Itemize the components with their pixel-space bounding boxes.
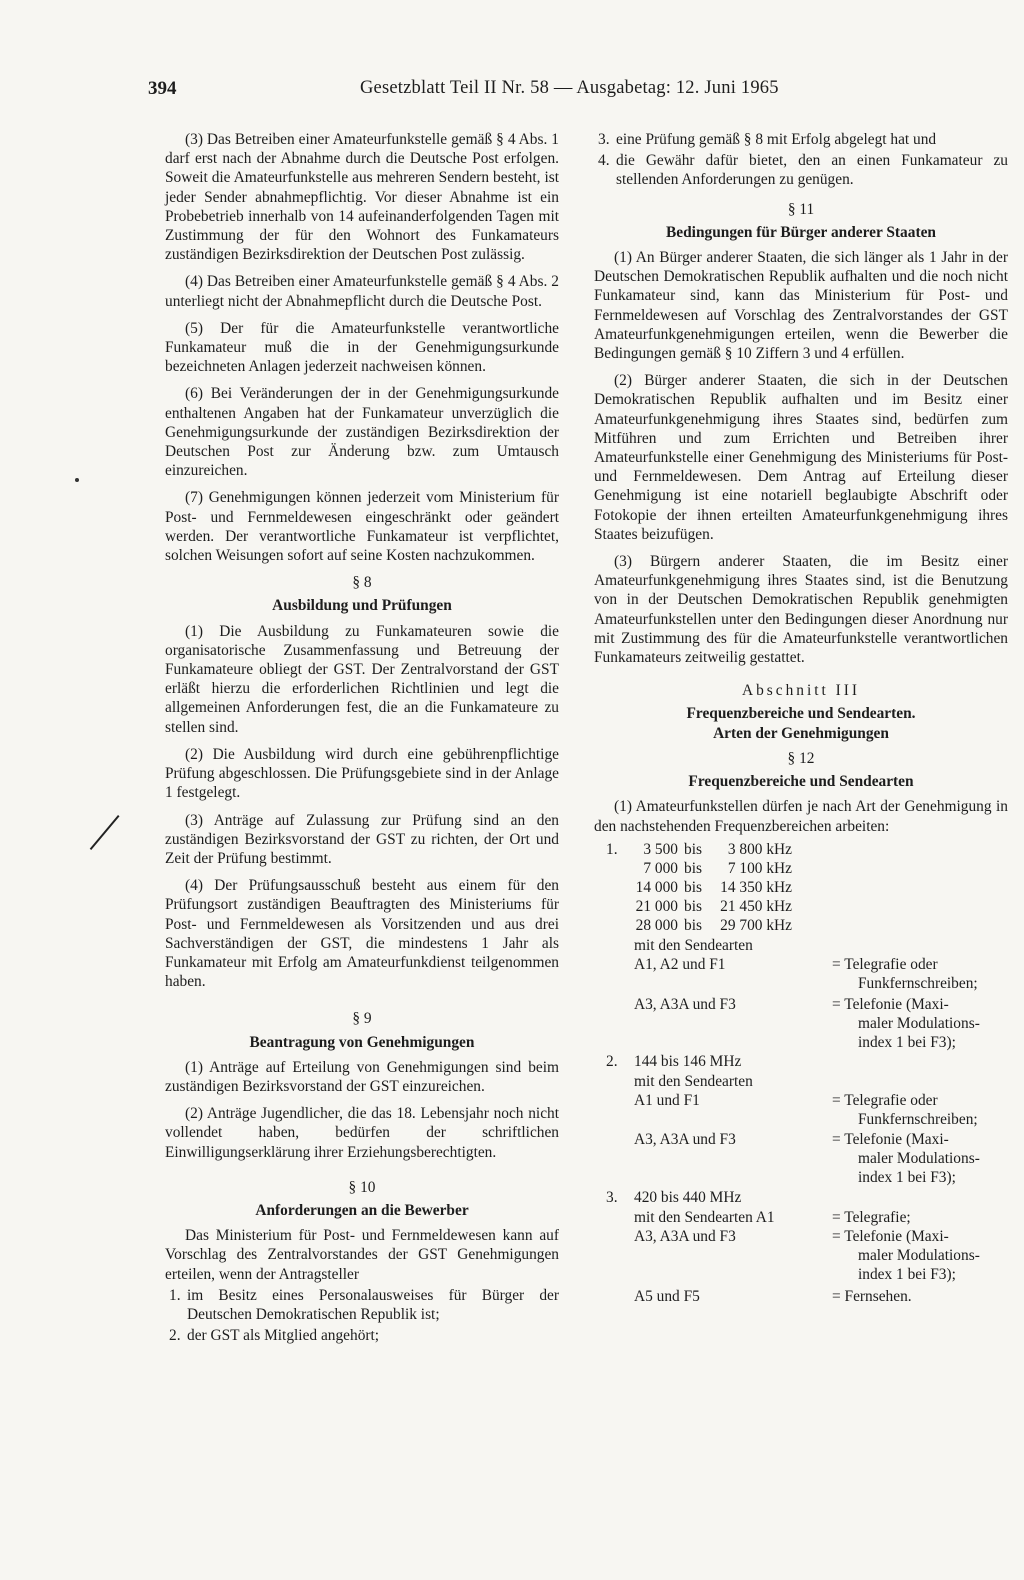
band-bis: bis [684,859,702,877]
paragraph: (4) Das Betreiben einer Amateurfunkstelle gemäß § 4 Abs. 2 unterliegt nicht der Abnahmepflicht durch die Deutsche Post. [165,273,559,310]
list-item [594,151,1008,189]
list-text: eine Prüfung gemäß § 8 mit Erfolg abgelegt hat und [616,131,937,148]
section-number: § 9 [352,1010,372,1028]
mode-group: A3, A3A und F3 [634,1227,736,1245]
mode-desc: = Telegrafie; [832,1208,911,1226]
band: 420 bis 440 MHz [634,1188,742,1206]
page-number: 394 [148,78,177,99]
mode-desc: maler Modulations- [858,1014,980,1032]
left-column [165,130,559,1347]
band-from: 28 000 [635,916,678,934]
paragraph: (4) Der Prüfungsausschuß besteht aus einem für den Prüfungsort zuständigen Beauftragten des Ministeriums für Post- und Fernmeldewesen als Vorsitzenden und aus drei Sachverständigen der GST, die mindestens 1 Jahr als Funkamateur mit Erfolg am Amateurfunkdienst teilgenommen haben. [165,877,559,991]
page-header [148,76,846,106]
section-title: Anforderungen an die Bewerber [255,1201,469,1219]
paragraph: (5) Der für die Amateurfunkstelle verantwortliche Funkamateur muß die in der Genehmigungsurkunde bezeichneten Anlagen jederzeit nachweisen können. [165,319,559,376]
list-text: im Besitz eines Personalausweises für Bürger der Deutschen Demokratischen Republik ist; [187,1286,559,1323]
mode-group: A3, A3A und F3 [634,1130,736,1148]
band-bis: bis [684,897,702,915]
mode-group: A3, A3A und F3 [634,995,736,1013]
paragraph: (2) Die Ausbildung wird durch eine gebührenpflichtige Prüfung abgeschlossen. Die Prüfungsgebiete sind in der Anlage 1 festgelegt. [165,745,559,802]
paragraph: (3) Anträge auf Zulassung zur Prüfung sind an den zuständigen Bezirksvorstand der GST zu richten, der Ort und Zeit der Prüfung bestimmt. [165,811,559,867]
paragraph: (3) Das Betreiben einer Amateurfunkstelle gemäß § 4 Abs. 1 darf erst nach der Abnahme durch die Deutsche Post erfolgen. Soweit die Amateurfunkstelle aus mehreren Sendern besteht, ist jeder Sender abnahmepflichtig. Vor dieser Abnahme ist ein Probebetrieb innerhalb von 14 aufeinanderfolgenden Tagen mit Zustimmung der für den Wohnort des Funkamateurs zuständigen Bezirksdirektion der Deutschen Post zulässig. [165,131,559,264]
modes-label: mit den Sendearten [634,936,753,954]
band-bis: bis [684,878,702,896]
mode-desc: Funkfernschreiben; [858,974,978,992]
item-number: 1. [606,840,618,858]
band-from: 7 000 [643,859,678,877]
modes-label: mit den Sendearten A1 [634,1208,775,1226]
mode-desc: index 1 bei F3); [858,1265,956,1283]
band-from: 14 000 [635,878,678,896]
mode-group: A5 und F5 [634,1287,700,1305]
band-to: 7 100 kHz [727,859,792,877]
margin-pencil-mark [90,815,120,850]
section-number: § 12 [787,749,815,767]
section-title: Bedingungen für Bürger anderer Staaten [666,223,936,241]
mode-group: A1, A2 und F1 [634,955,726,973]
section-title: Frequenzbereiche und Sendearten [688,773,914,791]
mode-desc: index 1 bei F3); [858,1168,956,1186]
paragraph: (1) An Bürger anderer Staaten, die sich länger als 1 Jahr in der Deutschen Demokratischen Republik aufhalten und die noch nicht Funkamateur sind, kann das Ministerium für Post- und Fernmeldewesen auf Vorschlag des Zentralvorstandes der GST Amateurfunkgenehmigungen erteilen, wenn die Bewerber die Bedingungen gemäß § 10 Ziffern 3 und 4 erfüllen. [594,249,1008,363]
band-from: 21 000 [635,897,678,915]
right-column [594,130,1008,1580]
paragraph: (1) Anträge auf Erteilung von Genehmigungen sind beim zuständigen Bezirksvorstand der GST einzureichen. [165,1058,559,1095]
paragraph: (2) Bürger anderer Staaten, die sich in der Deutschen Demokratischen Republik aufhalten und im Besitz einer Amateurfunkgenehmigung ihres Staates sind, bedürfen zum Mitführen und zum Errichten und Betreiben ihrer Amateurfunkstelle einer Genehmigung des Ministeriums für Post- und Fernmeldewesen. Dem Antrag auf Erteilung dieser Genehmigung ist eine notariell beglaubigte Abschrift oder Fotokopie der ihnen erteilten Amateurfunkgenehmigung ihres Staates beizufügen. [594,372,1008,543]
margin-dot [75,478,79,482]
list-number: 4. [598,152,610,170]
section-title: Beantragung von Genehmigungen [249,1033,475,1051]
list-item [594,130,1008,149]
list-number: 2. [169,1327,181,1345]
frequency-table [594,840,1008,1580]
mode-desc: Funkfernschreiben; [858,1110,978,1128]
mode-group: A1 und F1 [634,1091,700,1109]
chapter-heading: Abschnitt III [741,682,861,700]
chapter-title-line1: Frequenzbereiche und Sendearten. [686,705,916,723]
list-item [165,1326,559,1345]
list-number: 3. [598,131,610,148]
paragraph: (1) Die Ausbildung zu Funkamateuren sowie die organisatorische Zusammenfassung und Betreuung der Funkamateure obliegt der GST. Der Zentralvorstand der GST erläßt hierzu die erforderlichen Richtlinien und legt die allgemeinen Anforderungen fest, die an die Funkamateure zu stellen sind. [165,622,559,736]
paragraph: (2) Anträge Jugendlicher, die das 18. Lebensjahr noch nicht vollendet haben, bedürfen der schriftlichen Einwilligungserklärung ihrer Erziehungsberechtigten. [165,1105,559,1161]
mode-desc: maler Modulations- [858,1246,980,1264]
band-to: 14 350 kHz [720,878,792,896]
mode-desc: = Telefonie (Maxi- [832,1227,949,1245]
chapter-title-line2: Arten der Genehmigungen [713,724,889,742]
section-number: § 11 [787,200,815,218]
paragraph: (7) Genehmigungen können jederzeit vom Ministerium für Post- und Fernmeldewesen eingeschränkt oder geändert werden. Der verantwortliche Funkamateur ist verpflichtet, solchen Weisungen sofort auf seine Kosten nachzukommen. [165,489,559,565]
paragraph: (6) Bei Veränderungen der in der Genehmigungsurkunde enthaltenen Angaben hat der Funkamateur unverzüglich die Genehmigungsurkunde der zuständigen Bezirksdirektion der Deutschen Post zur Änderung bzw. zum Umtausch einzureichen. [165,385,559,480]
item-number: 2. [606,1052,618,1070]
mode-desc: = Fernsehen. [832,1287,912,1305]
band-from: 3 500 [643,840,678,858]
list-item [165,1286,559,1324]
list-text: die Gewähr dafür bietet, den an einen Funkamateur zu stellenden Anforderungen zu genügen. [616,152,1008,189]
section-number: § 8 [352,574,372,592]
paragraph: (3) Bürgern anderer Staaten, die im Besitz einer Amateurfunkgenehmigung ihres Staates sind, ist die Benutzung von in der Deutschen Demokratischen Republik genehmigten Amateurfunkstellen unter den Bedingungen dieser Anordnung nur mit Zustimmung des für die Amateurfunkstelle verantwortlichen Funkamateurs zeitweilig gestattet. [594,553,1008,667]
modes-label: mit den Sendearten [634,1072,753,1090]
list-number: 1. [169,1286,181,1304]
band-to: 29 700 kHz [720,916,792,934]
mode-desc: index 1 bei F3); [858,1033,956,1051]
band-to: 21 450 kHz [720,897,792,915]
mode-desc: = Telefonie (Maxi- [832,995,949,1013]
list-text: der GST als Mitglied angehört; [187,1327,380,1345]
band-to: 3 800 kHz [727,840,792,858]
band-bis: bis [684,840,702,858]
band: 144 bis 146 MHz [634,1052,742,1070]
item-number: 3. [606,1188,618,1206]
section-title: Ausbildung und Prüfungen [272,597,452,615]
section-number: § 10 [348,1178,376,1196]
mode-desc: = Telegrafie oder [832,955,938,973]
paragraph: (1) Amateurfunkstellen dürfen je nach Art der Genehmigung in den nachstehenden Frequenzbereichen arbeiten: [594,798,1008,835]
band-bis: bis [684,916,702,934]
paragraph: Das Ministerium für Post- und Fernmeldewesen kann auf Vorschlag des Zentralvorstandes der GST Genehmigungen erteilen, wenn der Antragsteller [165,1227,559,1283]
mode-desc: = Telefonie (Maxi- [832,1130,949,1148]
mode-desc: maler Modulations- [858,1149,980,1167]
header-title: Gesetzblatt Teil II Nr. 58 — Ausgabetag: 12. Juni 1965 [360,78,779,98]
mode-desc: = Telegrafie oder [832,1091,938,1109]
